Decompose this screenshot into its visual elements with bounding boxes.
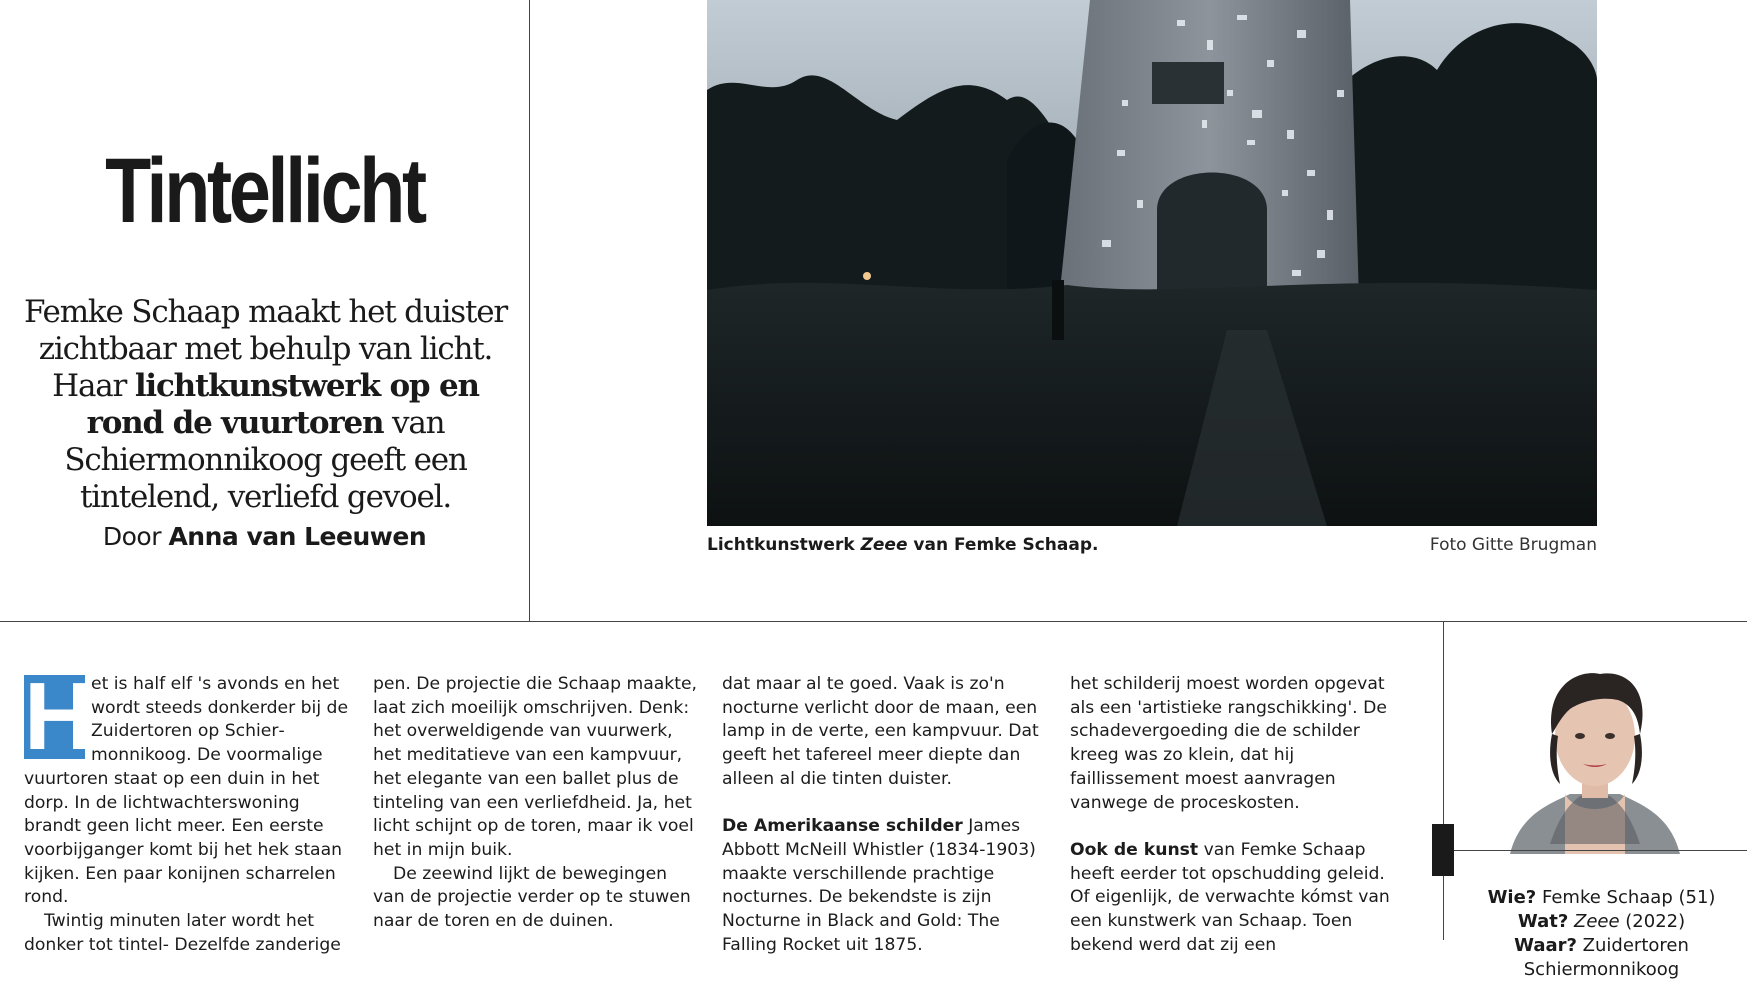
factbox-value: Femke Schaap (51) [1536,887,1716,908]
factbox-who [1456,886,1747,910]
paragraph-gap [1070,815,1400,839]
vertical-rule-sidebar [1443,621,1444,940]
factbox-title: Zeee [1574,911,1620,932]
paragraph: dat maar al te goed. Vaak is zo'n nocturne verlicht door de maan, een lamp in de verte, een kampvuur. Dat geeft het tafereel meer diepte dan alleen al die tinten duister. [722,674,1039,789]
intro [18,294,513,516]
factbox-value: Zuidertoren Schiermonnikoog [1523,935,1689,980]
byline [0,522,529,551]
byline-author: Anna van Leeuwen [168,522,427,551]
paragraph-gap [722,792,1052,816]
intro-text: Femke Schaap maakt het duister zichtbaar met behulp van licht. Haar [23,294,508,404]
horizontal-rule [0,621,1747,622]
factbox-value: (2022) [1619,911,1686,932]
lighthouse-photo [707,0,1597,526]
factbox [1456,886,1747,982]
paragraph: pen. De projectie die Schaap maakte, laat zich moeilijk omschrijven. Denk: het overweldigende van vuurwerk, het meditatieve van een kampvuur, het elegante van een ballet plus de tinteling van een verliefdheid. Ja, het licht schijnt op de toren, maar ik voel het in mijn buik. [373,674,697,860]
vertical-rule-top [529,0,530,621]
paragraph: et is half elf 's avonds en het wordt steeds donkerder bij de Zuidertoren op Schiermonnikoog. De voormalige vuurtoren staat op een duin in het dorp. In de lichtwachterswoning brandt geen licht meer. Een eerste voorbijganger komt bij het hek staan kijken. Een paar konijnen scharrelen rond. [24,674,349,908]
paragraph: Twintig minuten later wordt het donker tot tintel- Dezelfde zanderige [24,911,341,955]
caption-before: Lichtkunstwerk [707,535,861,555]
paragraph [1070,839,1400,958]
factbox-label: Wie? [1487,887,1537,908]
column-4 [1070,673,1400,957]
column-2 [373,673,703,934]
column-3 [722,673,1052,957]
paragraph-text: James Abbott McNeill Whistler (1834-1903) maakte verschillende prachtige nocturnes. De bekendste is zijn Nocturne in Black and Gold: The Falling Rocket uit 1875. [722,816,1036,955]
headline: Tintellicht [105,140,424,242]
column-1 [24,663,354,957]
factbox-what [1456,910,1747,934]
drop-cap: H [24,663,94,770]
caption-after: van Femke Schaap. [907,535,1099,555]
factbox-label: Wat? [1517,911,1569,932]
paragraph: De zeewind lijkt de bewegingen van de projectie verder op te stuwen naar de toren en de duinen. [373,863,691,932]
run-in-heading: Ook de kunst [1070,839,1199,860]
factbox-marker [1432,824,1454,876]
artist-portrait [1490,664,1700,854]
factbox-where [1456,934,1747,982]
photo-caption [707,533,1597,557]
paragraph: het schilderij moest worden opgevat als een 'artistieke rangschikking'. De schadevergoeding die de schilder kreeg was zo klein, dat hij faillissement moest aanvragen vanwege de proceskosten. [1070,674,1387,813]
caption-text [707,533,1098,557]
intro-bold: lichtkunstwerk op en rond de vuurtoren [86,368,479,441]
factbox-rule [1454,850,1747,851]
factbox-label: Waar? [1514,935,1577,956]
intro-text-end: van Schiermonnikoog geeft een tintelend, verliefd gevoel. [64,405,467,515]
paragraph-text: van Femke Schaap heeft eerder tot opschudding geleid. Of eigenlijk, de verwachte kómst van een kunstwerk van Schaap. Toen bekend werd dat zij een [1070,839,1390,955]
byline-prefix: Door [102,522,169,551]
run-in-heading: De Amerikaanse schilder [722,816,963,837]
photo-credit: Foto Gitte Brugman [1429,535,1597,555]
paragraph [722,815,1052,957]
caption-title: Zeee [860,535,908,555]
